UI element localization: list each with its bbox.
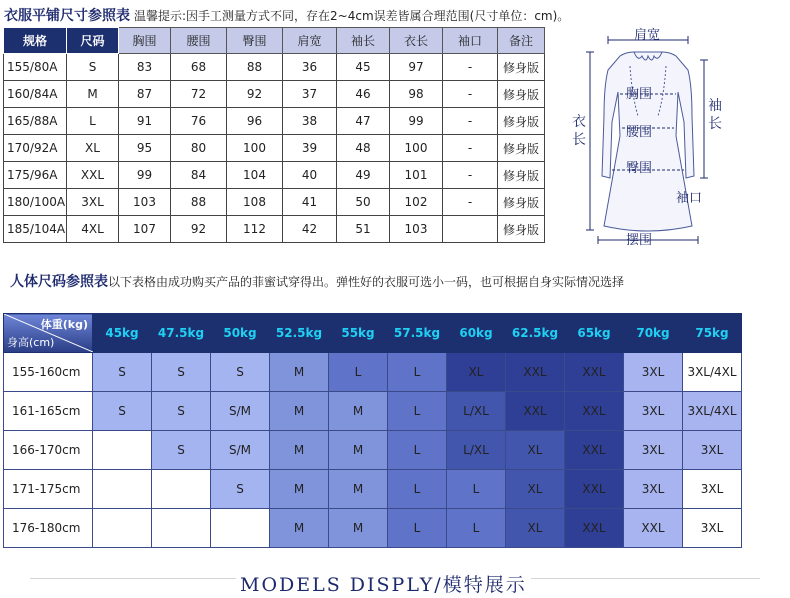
- cell-hip: 88: [227, 54, 283, 81]
- label-sleeve-1: 袖: [708, 98, 722, 114]
- size-cell: 3XL: [624, 353, 683, 392]
- height-label: 155-160cm: [4, 353, 93, 392]
- weight-header: 52.5kg: [270, 314, 329, 353]
- cell-chest: 87: [119, 81, 171, 108]
- flat-size-table: [3, 27, 545, 243]
- size-cell: M: [329, 392, 388, 431]
- cell-note: 修身版: [498, 54, 545, 81]
- size-cell: L: [329, 353, 388, 392]
- body-size-table: [3, 313, 742, 548]
- flat-size-title-text: 衣服平铺尺寸参照表: [4, 8, 130, 24]
- header-sleeve: 袖长: [337, 28, 390, 54]
- weight-header: 55kg: [329, 314, 388, 353]
- size-cell: S: [211, 353, 270, 392]
- size-cell: L: [447, 509, 506, 548]
- flat-size-title: [4, 5, 569, 25]
- table-row: [4, 135, 545, 162]
- header-waist: 腰围: [171, 28, 227, 54]
- cell-hip: 100: [227, 135, 283, 162]
- cell-chest: 103: [119, 189, 171, 216]
- size-cell: L: [388, 431, 447, 470]
- label-cuff: 袖口: [676, 191, 703, 206]
- size-cell: S: [152, 353, 211, 392]
- size-cell: S: [93, 353, 152, 392]
- size-cell: M: [270, 509, 329, 548]
- size-cell: 3XL: [624, 470, 683, 509]
- size-cell: XXL: [565, 431, 624, 470]
- cell-sleeve: 46: [337, 81, 390, 108]
- cell-note: 修身版: [498, 216, 545, 243]
- size-cell: L: [388, 509, 447, 548]
- table-row: [4, 353, 742, 392]
- cell-hip: 112: [227, 216, 283, 243]
- size-cell: XXL: [506, 392, 565, 431]
- size-cell: M: [329, 470, 388, 509]
- cell-size: 4XL: [67, 216, 119, 243]
- cell-chest: 95: [119, 135, 171, 162]
- size-cell: XL: [506, 509, 565, 548]
- size-cell: 3XL: [624, 431, 683, 470]
- table-row: [4, 470, 742, 509]
- size-cell: 3XL/4XL: [683, 392, 742, 431]
- size-cell: S: [152, 392, 211, 431]
- size-cell: S/M: [211, 392, 270, 431]
- garment-measurement-diagram: [568, 26, 728, 250]
- table-row: [4, 54, 545, 81]
- height-label: 171-175cm: [4, 470, 93, 509]
- cell-note: 修身版: [498, 135, 545, 162]
- label-chest: 胸围: [626, 87, 653, 102]
- size-cell: 3XL: [683, 509, 742, 548]
- size-cell: S: [93, 392, 152, 431]
- cell-length: 101: [390, 162, 443, 189]
- cell-length: 102: [390, 189, 443, 216]
- models-display-heading: MODELS DISPLY/模特展示: [236, 570, 531, 597]
- size-cell: M: [270, 470, 329, 509]
- cell-size: L: [67, 108, 119, 135]
- size-cell: [152, 509, 211, 548]
- cell-size: S: [67, 54, 119, 81]
- cell-sleeve: 47: [337, 108, 390, 135]
- size-cell: XXL: [565, 509, 624, 548]
- header-length: 衣长: [390, 28, 443, 54]
- cell-spec: 170/92A: [4, 135, 67, 162]
- cell-spec: 180/100A: [4, 189, 67, 216]
- size-cell: XL: [506, 470, 565, 509]
- cell-spec: 185/104A: [4, 216, 67, 243]
- size-cell: S: [211, 470, 270, 509]
- cell-sleeve: 48: [337, 135, 390, 162]
- header-corner: [4, 314, 93, 353]
- corner-height-label: 身高(cm): [7, 336, 55, 349]
- cell-shoulder: 39: [283, 135, 337, 162]
- cell-waist: 88: [171, 189, 227, 216]
- size-cell: M: [270, 431, 329, 470]
- measurement-tip: 温馨提示:因手工测量方式不同，存在2~4cm误差皆属合理范围(尺寸单位：cm)。: [134, 9, 570, 23]
- height-label: 161-165cm: [4, 392, 93, 431]
- label-sleeve-2: 长: [708, 116, 722, 132]
- size-cell: 3XL/4XL: [683, 353, 742, 392]
- cell-length: 98: [390, 81, 443, 108]
- cell-hip: 108: [227, 189, 283, 216]
- cell-sleeve: 51: [337, 216, 390, 243]
- body-size-title: [10, 271, 624, 291]
- cell-waist: 80: [171, 135, 227, 162]
- cell-sleeve: 45: [337, 54, 390, 81]
- header-hip: 臀围: [227, 28, 283, 54]
- body-size-title-text: 人体尺码参照表: [10, 274, 108, 290]
- table-row: [4, 108, 545, 135]
- label-hip: 臀围: [626, 161, 653, 176]
- cell-note: 修身版: [498, 81, 545, 108]
- size-cell: S: [152, 431, 211, 470]
- cell-chest: 83: [119, 54, 171, 81]
- size-cell: XXL: [506, 353, 565, 392]
- cell-cuff: -: [443, 189, 498, 216]
- corner-weight-label: 体重(kg): [40, 318, 88, 331]
- cell-waist: 92: [171, 216, 227, 243]
- size-cell: XL: [447, 353, 506, 392]
- cell-hip: 92: [227, 81, 283, 108]
- size-cell: M: [270, 392, 329, 431]
- size-cell: L: [388, 353, 447, 392]
- cell-length: 100: [390, 135, 443, 162]
- cell-chest: 107: [119, 216, 171, 243]
- cell-shoulder: 42: [283, 216, 337, 243]
- header-size: 尺码: [67, 28, 119, 54]
- cell-cuff: -: [443, 108, 498, 135]
- cell-chest: 99: [119, 162, 171, 189]
- header-chest: 胸围: [119, 28, 171, 54]
- size-cell: [152, 470, 211, 509]
- size-cell: 3XL: [683, 470, 742, 509]
- label-length-1: 衣: [572, 114, 586, 130]
- cell-cuff: [443, 216, 498, 243]
- cell-shoulder: 40: [283, 162, 337, 189]
- size-cell: XXL: [624, 509, 683, 548]
- cell-sleeve: 50: [337, 189, 390, 216]
- cell-hip: 96: [227, 108, 283, 135]
- size-cell: [211, 509, 270, 548]
- cell-size: 3XL: [67, 189, 119, 216]
- cell-length: 103: [390, 216, 443, 243]
- cell-sleeve: 49: [337, 162, 390, 189]
- table-row: [4, 81, 545, 108]
- weight-header: 60kg: [447, 314, 506, 353]
- cell-hip: 104: [227, 162, 283, 189]
- cell-cuff: -: [443, 162, 498, 189]
- weight-header: 65kg: [565, 314, 624, 353]
- cell-size: XXL: [67, 162, 119, 189]
- label-hem: 摆围: [626, 233, 653, 248]
- weight-header: 75kg: [683, 314, 742, 353]
- size-cell: L/XL: [447, 431, 506, 470]
- cell-cuff: -: [443, 135, 498, 162]
- cell-waist: 84: [171, 162, 227, 189]
- label-waist: 腰围: [626, 125, 653, 140]
- cell-note: 修身版: [498, 189, 545, 216]
- size-cell: M: [329, 509, 388, 548]
- table-row: [4, 189, 545, 216]
- table-row: [4, 216, 545, 243]
- cell-cuff: -: [443, 54, 498, 81]
- cell-shoulder: 41: [283, 189, 337, 216]
- size-cell: 3XL: [624, 392, 683, 431]
- height-label: 166-170cm: [4, 431, 93, 470]
- cell-note: 修身版: [498, 162, 545, 189]
- cell-length: 97: [390, 54, 443, 81]
- size-cell: XXL: [565, 392, 624, 431]
- cell-spec: 155/80A: [4, 54, 67, 81]
- cell-shoulder: 38: [283, 108, 337, 135]
- size-cell: S/M: [211, 431, 270, 470]
- cell-size: XL: [67, 135, 119, 162]
- header-shoulder: 肩宽: [283, 28, 337, 54]
- size-cell: [93, 470, 152, 509]
- height-label: 176-180cm: [4, 509, 93, 548]
- size-cell: [93, 509, 152, 548]
- weight-header: 70kg: [624, 314, 683, 353]
- weight-header: 47.5kg: [152, 314, 211, 353]
- table-row: [4, 162, 545, 189]
- table-row: [4, 392, 742, 431]
- label-length-2: 长: [572, 132, 586, 148]
- cell-waist: 72: [171, 81, 227, 108]
- cell-size: M: [67, 81, 119, 108]
- cell-shoulder: 36: [283, 54, 337, 81]
- weight-header-row: [4, 314, 742, 353]
- cell-spec: 165/88A: [4, 108, 67, 135]
- cell-note: 修身版: [498, 108, 545, 135]
- cell-cuff: -: [443, 81, 498, 108]
- header-spec: 规格: [4, 28, 67, 54]
- cell-chest: 91: [119, 108, 171, 135]
- size-cell: [93, 431, 152, 470]
- cell-waist: 68: [171, 54, 227, 81]
- size-cell: L: [447, 470, 506, 509]
- weight-header: 62.5kg: [506, 314, 565, 353]
- weight-header: 57.5kg: [388, 314, 447, 353]
- table-row: [4, 431, 742, 470]
- cell-shoulder: 37: [283, 81, 337, 108]
- size-cell: XXL: [565, 470, 624, 509]
- header-cuff: 袖口: [443, 28, 498, 54]
- label-shoulder: 肩宽: [634, 28, 661, 43]
- weight-header: 45kg: [93, 314, 152, 353]
- cell-length: 99: [390, 108, 443, 135]
- size-cell: 3XL: [683, 431, 742, 470]
- cell-waist: 76: [171, 108, 227, 135]
- size-cell: L/XL: [447, 392, 506, 431]
- size-cell: L: [388, 392, 447, 431]
- cell-spec: 175/96A: [4, 162, 67, 189]
- size-cell: XXL: [565, 353, 624, 392]
- cell-spec: 160/84A: [4, 81, 67, 108]
- body-size-subtitle: 以下表格由成功购买产品的菲蜜试穿得出。弹性好的衣服可选小一码，也可根据自身实际情况选择: [108, 275, 625, 289]
- flat-header-row: [4, 28, 545, 54]
- size-cell: L: [388, 470, 447, 509]
- size-cell: M: [270, 353, 329, 392]
- size-cell: M: [329, 431, 388, 470]
- size-cell: XL: [506, 431, 565, 470]
- weight-header: 50kg: [211, 314, 270, 353]
- table-row: [4, 509, 742, 548]
- header-note: 备注: [498, 28, 545, 54]
